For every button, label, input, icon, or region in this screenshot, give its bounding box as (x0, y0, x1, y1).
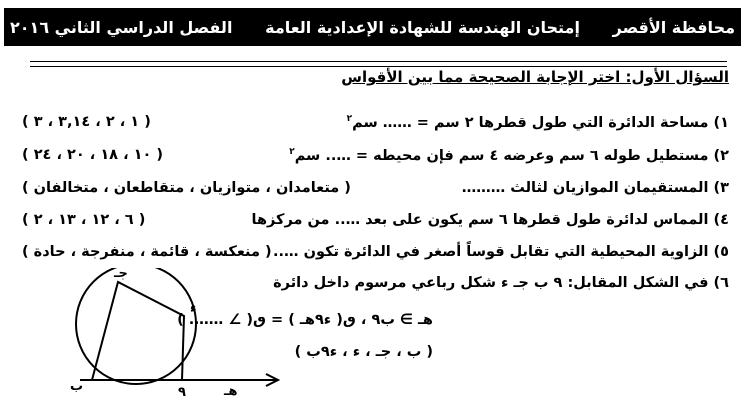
header-governorate: محافظة الأقصر (612, 17, 735, 37)
label-a: ٩ (178, 385, 186, 398)
question-text: ٦) في الشكل المقابل: ٩ ب جـ ء شكل رباعي مرسوم داخل دائرة (273, 275, 729, 291)
divider-line (30, 61, 727, 62)
sub-question-line-2: ( ب ، جـ ، ء ، ء٩ب ) (294, 344, 433, 360)
question-text: ٣) المستقيمان الموازيان لثالث ……… (461, 180, 729, 196)
question-5 (14, 240, 729, 264)
question-2 (14, 143, 729, 167)
question-sup: ٢ (289, 146, 295, 157)
question-options: ( ١٠ ، ١٨ ، ٢٠ ، ٢٤ ) (22, 147, 164, 163)
header-term: الفصل الدراسي الثاني ٢٠١٦ (10, 17, 233, 37)
label-c: جـ (114, 268, 128, 281)
question-text: ٥) الزاوية المحيطية التي تقابل قوساً أصغر في الدائرة تكون ….. (273, 244, 729, 260)
question-1 (14, 110, 729, 134)
question-options: ( منعكسة ، قائمة ، منفرجة ، حادة ) (22, 244, 272, 260)
geometry-figure (40, 268, 300, 398)
question-options: ( ٦ ، ١٢ ، ١٣ ، ٢ ) (22, 212, 146, 228)
label-b: ب (70, 379, 84, 394)
question-4 (14, 208, 729, 232)
question-text: ٤) المماس لدائرة طول قطرها ٦ سم يكون على بعد ….. من مركزها (251, 212, 729, 228)
question-3 (14, 176, 729, 200)
question-options: ( ١ ، ٢ ، ٣,١٤ ، ٣ ) (22, 114, 151, 130)
quadrilateral-shape (92, 282, 184, 380)
header-exam-title: إمتحان الهندسة للشهادة الإعدادية العامة (265, 17, 580, 37)
question-text: ١) مساحة الدائرة التي طول قطرها ٢ سم = …… سم (352, 114, 729, 131)
question-sup: ٢ (346, 113, 353, 124)
label-e: هـ (224, 384, 238, 398)
question-text: ٢) مستطيل طوله ٦ سم وعرضه ٤ سم فإن محيطه = ….. سم (294, 147, 729, 164)
label-d: ء (190, 301, 197, 316)
section-title: السؤال الأول: اختر الإجابة الصحيحة مما بين الأقواس (341, 68, 729, 86)
sub-question-line-1: هـ ∋ ب٩ ، ٯ( ء٩هـ ) = ٯ( ∠ ……. ) (177, 312, 433, 328)
exam-header (4, 8, 741, 46)
question-options: ( متعامدان ، متوازيان ، متقاطعان ، متخالفان ) (22, 180, 351, 196)
divider-line (30, 66, 727, 67)
circle-shape (76, 268, 196, 384)
